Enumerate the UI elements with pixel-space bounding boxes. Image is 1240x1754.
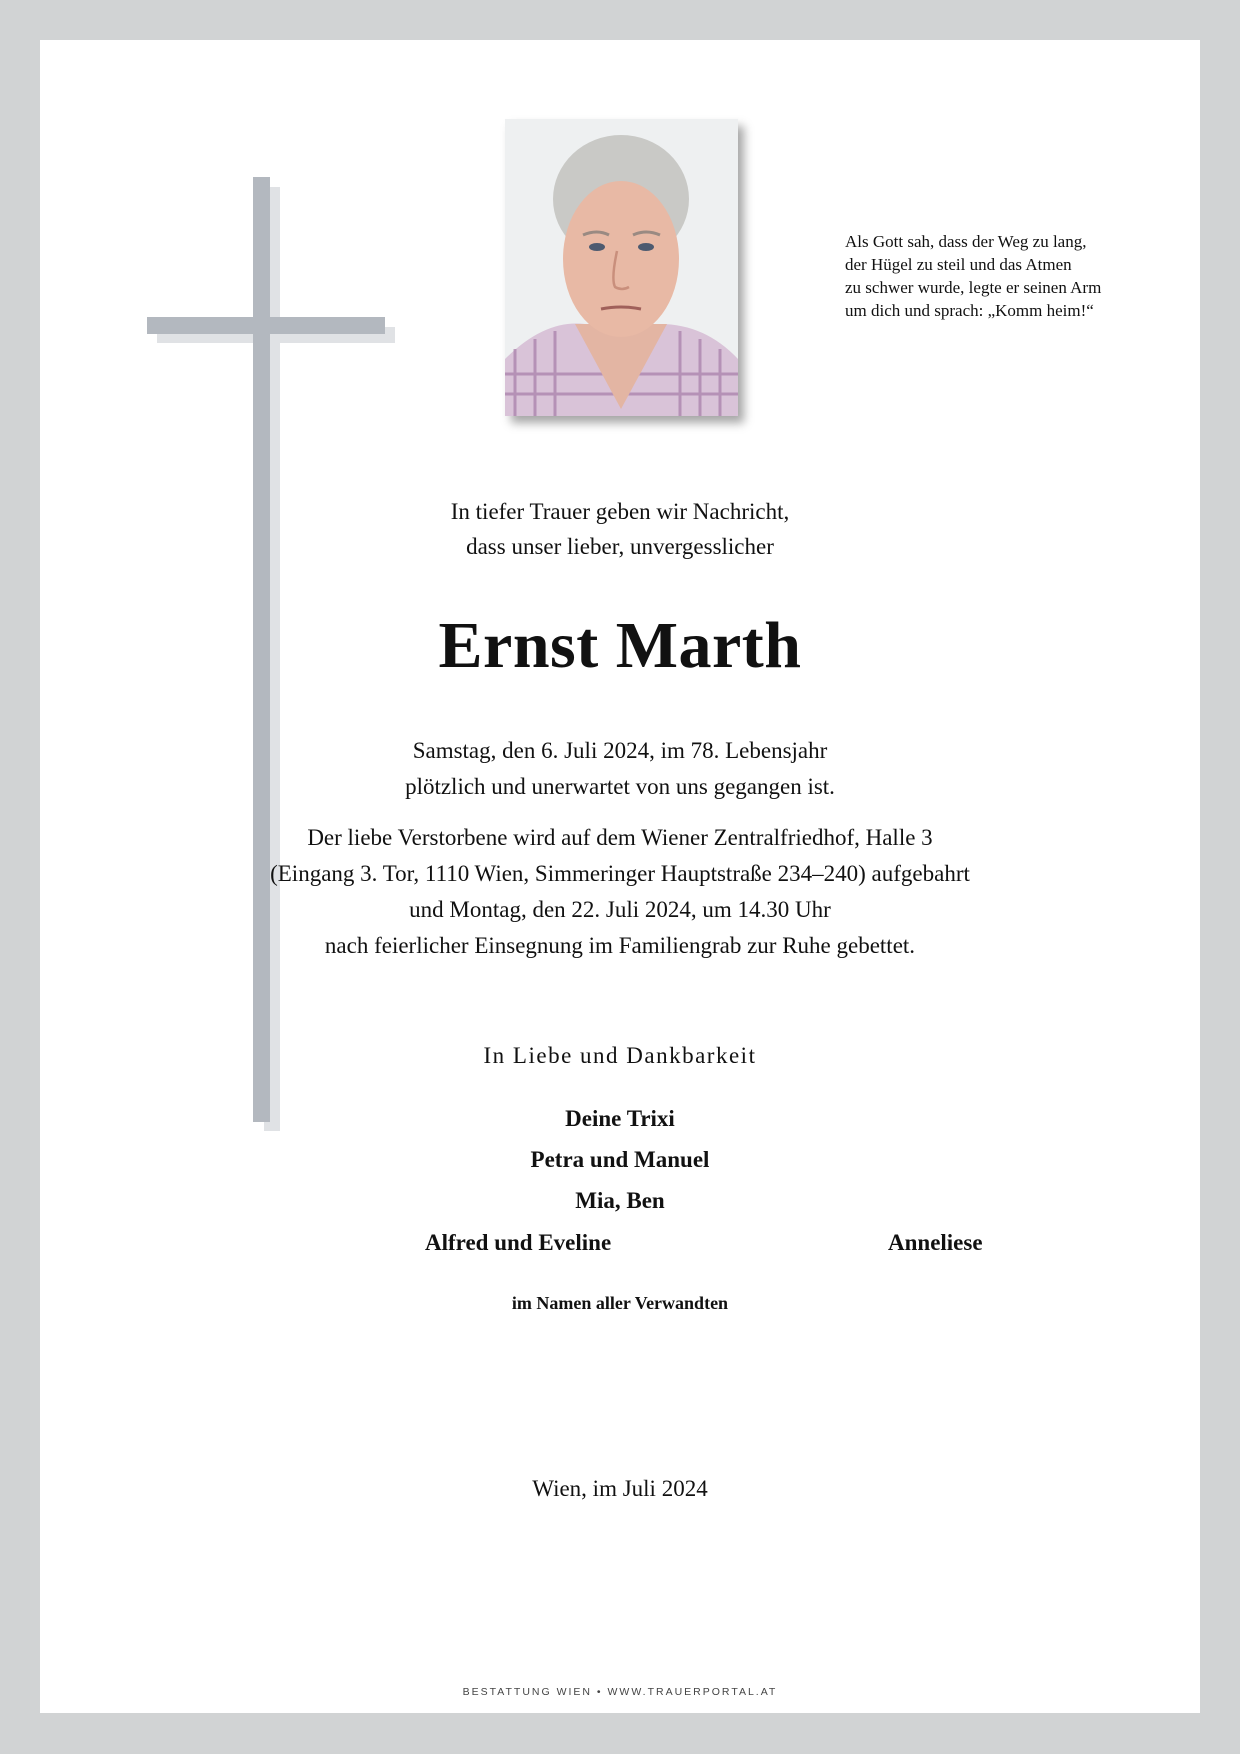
mourner-line: Mia, Ben <box>575 1188 665 1213</box>
burial-line: und Montag, den 22. Juli 2024, um 14.30 Uhr <box>409 897 831 922</box>
deceased-name: Ernst Marth <box>438 609 802 682</box>
intro-text <box>0 494 1240 564</box>
quote-line: um dich und sprach: „Komm heim!“ <box>845 301 1094 320</box>
burial-line: nach feierlicher Einsegnung im Familiengrab zur Ruhe gebettet. <box>324 933 916 958</box>
footer-credit: BESTATTUNG WIEN • WWW.TRAUERPORTAL.AT <box>462 1686 778 1698</box>
place-date: Wien, im Juli 2024 <box>532 1476 708 1501</box>
date-line: plötzlich und unerwartet von uns gegangen ist. <box>405 774 835 799</box>
burial-line: (Eingang 3. Tor, 1110 Wien, Simmeringer Hauptstraße 234–240) aufgebahrt <box>270 861 970 886</box>
quote-line: der Hügel zu steil und das Atmen <box>845 255 1072 274</box>
quote <box>845 230 1155 322</box>
quote-line: zu schwer wurde, legte er seinen Arm <box>845 278 1102 297</box>
burial-line: Der liebe Verstorbene wird auf dem Wiener Zentralfriedhof, Halle 3 <box>307 825 933 850</box>
death-date-text <box>0 733 1240 805</box>
relatives-note: im Namen aller Verwandten <box>511 1293 729 1313</box>
mourner-line: Petra und Manuel <box>530 1147 710 1172</box>
cross-bar <box>147 317 385 334</box>
mourner-line: Deine Trixi <box>565 1106 675 1131</box>
intro-line: In tiefer Trauer geben wir Nachricht, <box>450 499 790 524</box>
quote-line: Als Gott sah, dass der Weg zu lang, <box>845 232 1087 251</box>
date-line: Samstag, den 6. Juli 2024, im 78. Lebensjahr <box>412 738 828 763</box>
mourner-left: Alfred und Eveline <box>425 1230 612 1255</box>
mourner-right: Anneliese <box>888 1230 983 1255</box>
portrait-photo <box>505 119 738 416</box>
burial-text <box>0 820 1240 964</box>
mourners-heading: In Liebe und Dankbarkeit <box>483 1043 757 1068</box>
intro-line: dass unser lieber, unvergesslicher <box>466 534 774 559</box>
